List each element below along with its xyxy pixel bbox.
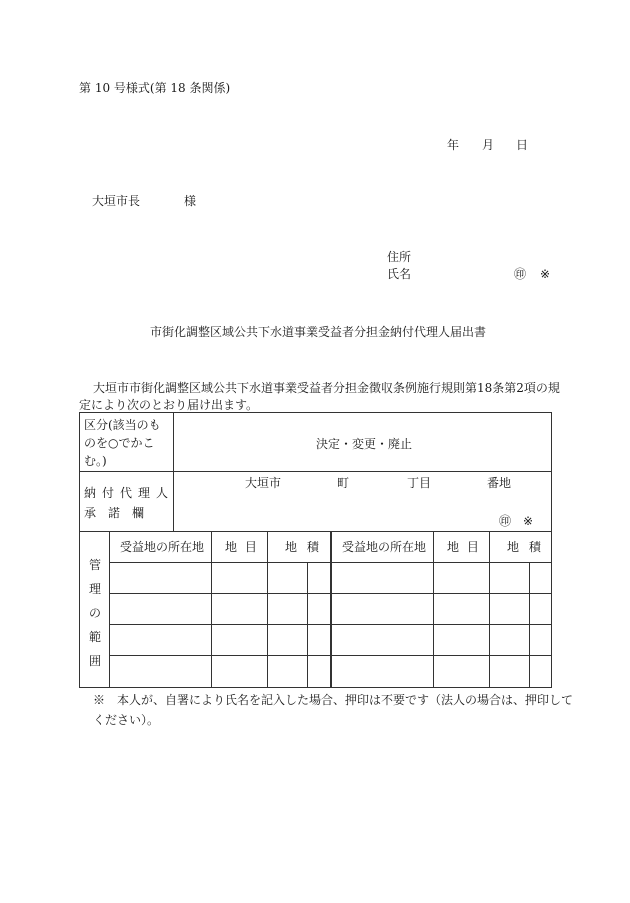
- agent-chome: 丁目: [407, 476, 432, 490]
- agent-banchi: 番地: [487, 476, 512, 490]
- date-month: 月: [482, 138, 495, 152]
- scope-label-3: の: [88, 606, 101, 620]
- agent-city: 大垣市: [245, 476, 282, 490]
- date-day: 日: [516, 138, 529, 152]
- agent-town: 町: [337, 476, 350, 490]
- scope-label-2: 理: [88, 582, 101, 596]
- category-label-line-1: 区分(該当のも: [84, 418, 161, 432]
- category-label-line-3: む。): [84, 454, 107, 468]
- form-number: 第 10 号様式(第 18 条関係): [79, 81, 231, 95]
- col-land-category-right: 地 目: [447, 540, 479, 554]
- col-land-category-left: 地 目: [225, 540, 257, 554]
- category-label-line-2: のを○でかこ: [84, 436, 155, 450]
- scope-label-1: 管: [88, 558, 101, 572]
- note-mark: ※: [540, 267, 551, 281]
- scope-label-5: 囲: [88, 654, 101, 668]
- seal-mark: ㊞: [514, 267, 527, 281]
- col-location-left: 受益地の所在地: [120, 540, 205, 554]
- agent-note: ※: [523, 514, 534, 528]
- col-area-left: 地 積: [285, 540, 319, 554]
- address-label: 住所: [387, 250, 412, 264]
- addressee-name: 大垣市長: [92, 194, 141, 208]
- col-area-right: 地 積: [507, 540, 541, 554]
- registration-table: [79, 412, 552, 688]
- footnote-line-2: ください）。: [93, 713, 160, 727]
- category-options[interactable]: 決定・変更・廃止: [316, 437, 413, 451]
- document-title: 市街化調整区域公共下水道事業受益者分担金納付代理人届出書: [150, 325, 487, 339]
- scope-label-4: 範: [88, 630, 101, 644]
- footnote-line-1: ※ 本人が、自署により氏名を記入した場合、押印は不要です（法人の場合は、押印して: [93, 693, 574, 707]
- intro-line-1: 大垣市市街化調整区域公共下水道事業受益者分担金徴収条例施行規則第18条第2項の規: [93, 381, 560, 395]
- date-year: 年: [447, 138, 460, 152]
- addressee-honorific: 様: [184, 194, 197, 208]
- agent-label-line-1: 納付代理人: [84, 486, 175, 500]
- intro-line-2: 定により次のとおり届け出ます。: [79, 398, 259, 412]
- agent-label-line-2: 承 諾 欄: [84, 506, 145, 520]
- col-location-right: 受益地の所在地: [342, 540, 427, 554]
- agent-seal: ㊞: [499, 514, 512, 528]
- name-label: 氏名: [387, 267, 412, 281]
